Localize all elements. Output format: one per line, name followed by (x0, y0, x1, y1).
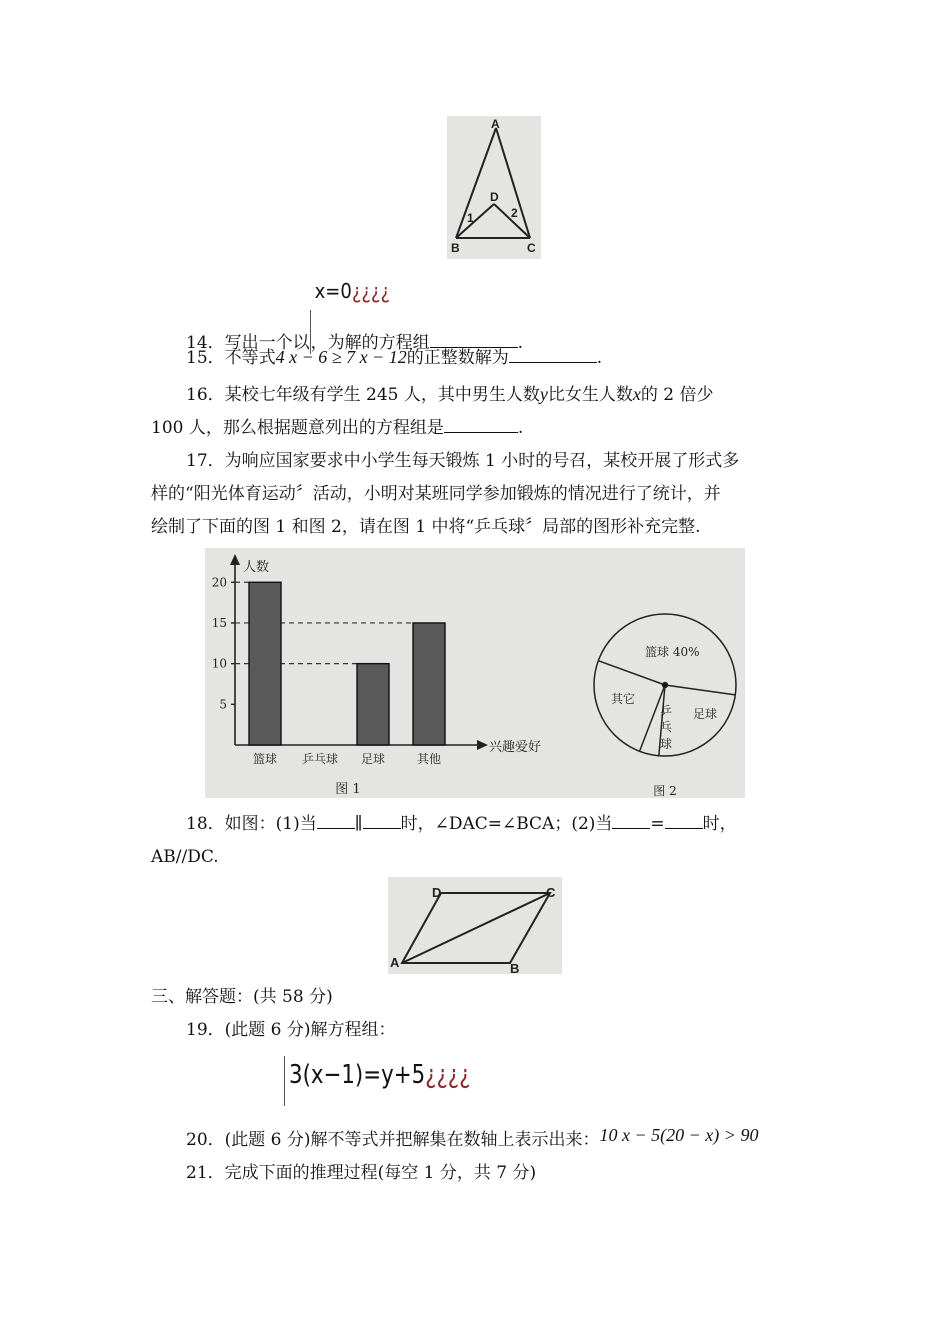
angle-1-label: 1 (467, 211, 474, 225)
label-d: D (490, 190, 499, 204)
answer-blank[interactable] (612, 812, 650, 829)
x-tick-label: 足球 (360, 752, 386, 766)
label-d: D (432, 885, 442, 900)
svg-text:乓: 乓 (660, 720, 673, 734)
answer-blank[interactable] (509, 346, 597, 363)
angle-2-label: 2 (511, 206, 518, 220)
triangle-figure (447, 116, 541, 259)
svg-text:球: 球 (660, 737, 673, 751)
answer-blank[interactable] (363, 812, 401, 829)
bar-chart-ylabel: 人数 (243, 560, 270, 575)
label-a: A (491, 117, 500, 131)
triangle-diagram (447, 116, 541, 259)
bar-篮球 (249, 582, 281, 745)
pie-label-other: 其它 (611, 692, 636, 706)
question-17-line1: 17．为响应国家要求中小学生每天锻炼 1 小时的号召，某校开展了形式多 (186, 451, 740, 471)
question-15: 15．不等式4 x − 6 ≥ 7 x − 12的正整数解为 . (186, 347, 603, 368)
pie-label-pingpong (660, 704, 672, 751)
question-21: 21．完成下面的推理过程(每空 1 分，共 7 分) (186, 1163, 537, 1183)
parallelogram-figure (388, 877, 562, 974)
y-tick-label: 15 (211, 615, 227, 630)
answer-blank[interactable] (317, 812, 355, 829)
bar-其他 (413, 623, 445, 745)
pie-label-football: 足球 (693, 707, 718, 721)
label-c: C (546, 885, 556, 900)
bar-足球 (357, 664, 389, 745)
question-17-line3: 绘制了下面的图 1 和图 2，请在图 1 中将“乒乓球〞局部的图形补充完整. (151, 517, 701, 537)
label-b: B (510, 961, 520, 976)
pie-label-basketball: 篮球 40% (645, 645, 700, 659)
label-c: C (527, 241, 536, 255)
question-19: 19．(此题 6 分)解方程组： (186, 1020, 396, 1040)
answer-blank[interactable] (665, 812, 703, 829)
bar-chart-title: 图 1 (335, 782, 361, 797)
x-tick-label: 其他 (416, 752, 442, 766)
answer-blank[interactable] (444, 416, 518, 433)
charts-figure (205, 548, 745, 798)
question-20: 20．(此题 6 分)解不等式并把解集在数轴上表示出来：10 x − 5(20 − x) > 90 (186, 1125, 759, 1150)
question-14: 14．写出一个以 x=0¿¿¿¿ ，为解的方程组 . (186, 279, 524, 353)
y-tick-label: 10 (211, 656, 227, 671)
system-brace (284, 1056, 285, 1106)
svg-text:乒: 乒 (660, 704, 673, 718)
pie-chart-title: 图 2 (653, 784, 677, 798)
pie-slice-boundary (598, 661, 665, 685)
x-tick-label: 篮球 (252, 752, 278, 766)
y-tick-label: 5 (219, 697, 227, 712)
label-b: B (451, 241, 460, 255)
bar-chart-xlabel: 兴趣爱好 (489, 740, 542, 755)
question-18-line2: AB//DC. (151, 847, 219, 867)
question-17-line2: 样的“阳光体育运动〞活动，小明对某班同学参加锻炼的情况进行了统计，并 (151, 484, 721, 504)
question-18-line1: 18．如图：(1)当 ∥ 时，∠DAC=∠BCA；(2)当 = 时， (186, 814, 737, 834)
question-16-line1: 16．某校七年级有学生 245 人，其中男生人数y比女生人数x的 2 倍少 (186, 384, 714, 405)
parallelogram-diagram (388, 877, 562, 974)
q14-math-row: x=0¿¿¿¿ (314, 279, 391, 303)
pie-center (663, 683, 668, 688)
pie-chart (593, 568, 743, 798)
pie-slice-boundary (665, 685, 735, 695)
y-tick-label: 20 (211, 575, 227, 590)
question-16-line2: 100 人，那么根据题意列出的方程组是 . (151, 418, 524, 438)
label-a: A (390, 955, 400, 970)
q19-equation-1: 3(x−1)=y+5¿¿¿¿ (289, 1060, 471, 1090)
x-tick-label: 乒乓球 (301, 752, 339, 766)
section-3-title: 三、解答题：(共 58 分) (151, 987, 333, 1007)
